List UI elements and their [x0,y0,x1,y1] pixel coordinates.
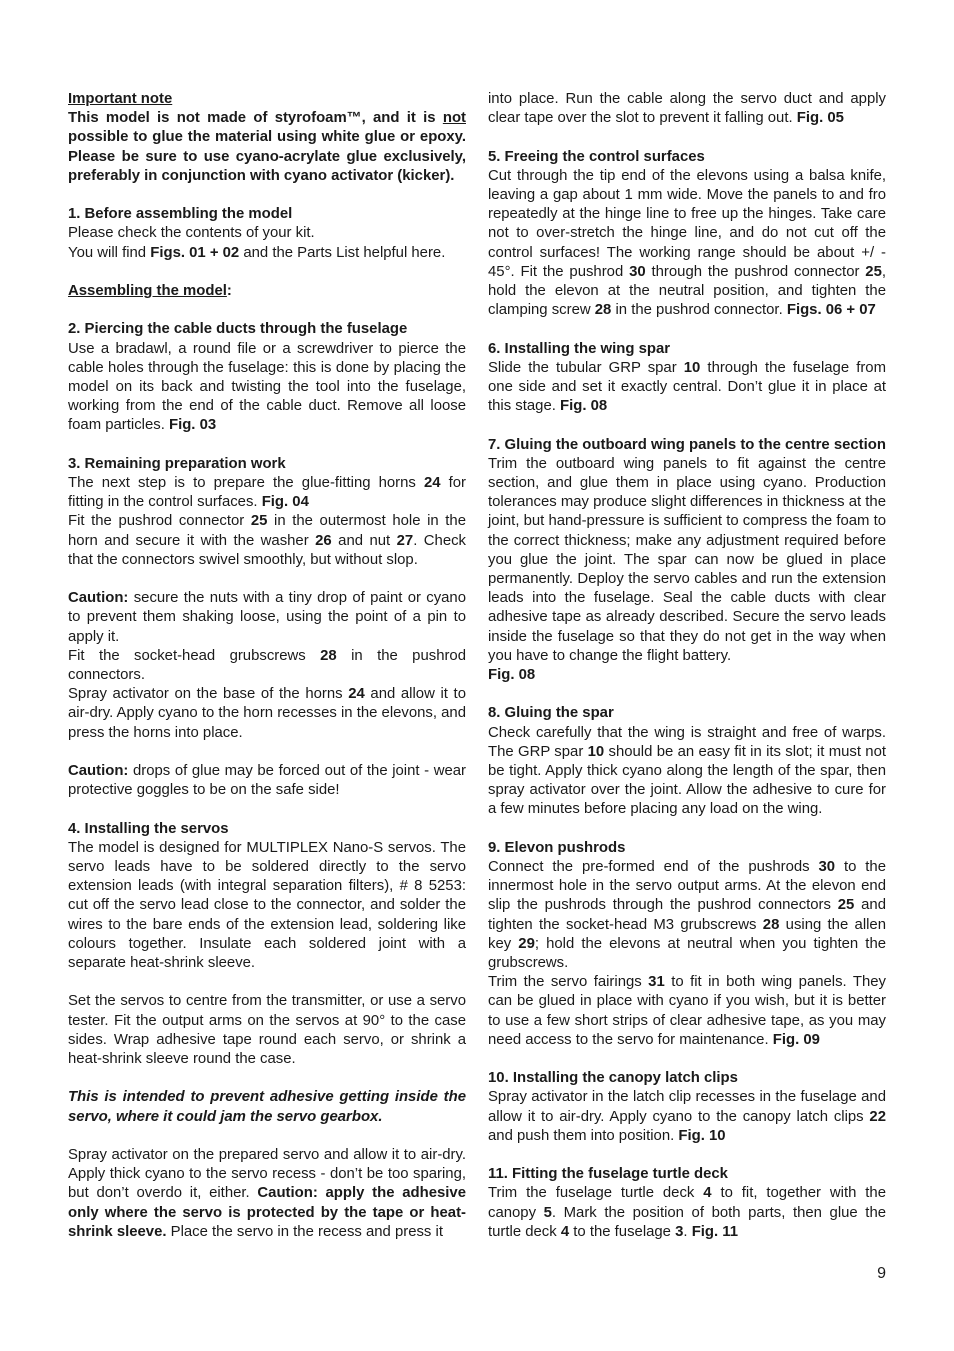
section-10-heading: 10. Installing the canopy latch clips [488,1070,738,1087]
important-note-body: This model is not made of styrofoam™, and it is not possible to glue the material using white glue or epoxy. Please be sure to use cyano-acrylate glue exclusively, preferably in conjunction with cyano activator (kicker). [68,110,466,184]
page-number: 9 [877,1265,886,1282]
caution-2: Caution: drops of glue may be forced out of the joint - wear protective goggles to be on the safe side! [68,763,466,799]
right-column [488,90,886,1242]
section-9-para-1: Connect the pre-formed end of the pushrods 30 to the innermost hole in the servo output arms. At the elevon end slip the pushrods through the pushrod connectors 25 and tighten the socket-head M3 grubscrews 28 using the allen key 29; hold the elevons at neutral when you tighten the grubscrews. [488,859,887,972]
grubscrew-note: Fit the socket-head grubscrews 28 in the pushrod connectors. [68,647,466,684]
section-4-italic-note: This is intended to prevent adhesive getting inside the servo, where it could jam the servo gearbox. [68,1089,466,1125]
assembling-heading: Assembling the model: [68,283,232,299]
section-9-heading: 9. Elevon pushrods [488,839,626,856]
spray-note: Spray activator on the base of the horns 24 and allow it to air-dry. Apply cyano to the horn recesses in the elevons, and press the horns into place. [68,686,466,741]
section-6-body: Slide the tubular GRP spar 10 through the fuselage from one side and set it exactly central. Don’t glue it in place at this stage. Fig. 08 [488,359,886,415]
section-4-para-2: Set the servos to centre from the transmitter, or use a servo tester. Fit the output arms on the servos at 90° to the case sides. Wrap adhesive tape round each servo, or shrink a heat-shrink sleeve round the case. [68,993,466,1068]
section-5-heading: 5. Freeing the control surfaces [488,148,705,165]
section-2-body: Use a bradawl, a round file or a screwdriver to pierce the cable holes through the fuselage: this is done by placing the model on its back and twisting the tool into the fuselage, working from the end of the cable duct. Remove all loose foam particles. Fig. 03 [68,340,466,434]
section-4-para-3: Spray activator on the prepared servo and allow it to air-dry. Apply thick cyano to the servo recess - don’t be too sparing, but don’t overdo it, either. Caution: apply the adhesive only where the servo is protected by the tape or heat-shrink sleeve. Place the servo in the recess and press it [68,1147,466,1240]
section-10-body: Spray activator in the latch clip recesses in the fuselage and allow it to air-dry. Apply cyano to the canopy latch clips 22 and push them into position. Fig. 10 [488,1089,886,1144]
section-7-fig: Fig. 08 [488,667,536,684]
section-3-heading: 3. Remaining preparation work [68,455,286,472]
section-5-body: Cut through the tip end of the elevons using a balsa knife, leaving a gap about 1 mm wide. Move the panels to and fro repeatedly at the hinge line to free up the hinges. Take care not to over-stretch the hinge line, and do not cut off the control surfaces! The working range should be about +/ - 45°. Fit the pushrod 30 through the pushrod connector 25, hold the elevon at the neutral position, and tighten the clamping screw 28 in the pushrod connector. Figs. 06 + 07 [488,167,886,319]
section-7-heading: 7. Gluing the outboard wing panels to the centre section [488,436,886,453]
left-column [68,90,466,1242]
section-9-para-2: Trim the servo fairings 31 to fit in both wing panels. They can be glued in place with cyano if you wish, but it is better to use a few short strips of clear adhesive tape, as you may need access to the servo for maintenance. Fig. 09 [488,974,886,1048]
section-8-body: Check carefully that the wing is straight and free of warps. The GRP spar 10 should be an easy fit in its slot; it must not be tight. Apply thick cyano along the length of the spar, then spray activator over the joint. Allow the adhesive to cure for a few minutes before placing any load on the wing. [488,724,886,818]
servo-continuation: into place. Run the cable along the servo duct and apply clear tape over the slot to prevent it falling out. Fig. 05 [488,91,886,127]
section-4-heading: 4. Installing the servos [68,820,229,837]
section-3-para-2: Fit the pushrod connector 25 in the outermost hole in the horn and secure it with the washer 26 and nut 27. Check that the connectors swivel smoothly, but without slop. [68,513,466,568]
section-1-line-1: Please check the contents of your kit. [68,225,315,242]
section-1-line-2: You will find Figs. 01 + 02 and the Parts List helpful here. [68,244,446,261]
caution-1: Caution: secure the nuts with a tiny drop of paint or cyano to prevent them shaking loose, using the point of a pin to apply it. [68,590,466,645]
important-note-heading: Important note [68,91,173,107]
section-7-body: Trim the outboard wing panels to fit against the centre section, and glue them in place using cyano. Production tolerances may produce slight differences in thickness at the joint, but hand-pressure is sufficient to compress the foam to the correct thickness; make any adjustment required before you glue the joint. The spar can now be glued in place permanently. Deploy the servo cables and run the extension leads into the fuselage. Seal the cable ducts with clear adhesive tape as already described. Secure the servo leads inside the fuselage so that they do not get in the way when you have to change the flight battery. [488,455,886,664]
section-11-body: Trim the fuselage turtle deck 4 to fit, together with the canopy 5. Mark the position of both parts, then glue the turtle deck 4 to the fuselage 3. Fig. 11 [488,1185,887,1240]
section-8-heading: 8. Gluing the spar [488,705,614,722]
section-3-para-1: The next step is to prepare the glue-fitting horns 24 for fitting in the control surfaces. Fig. 04 [68,475,466,511]
section-11-heading: 11. Fitting the fuselage turtle deck [488,1166,728,1183]
section-2-heading: 2. Piercing the cable ducts through the fuselage [68,321,408,338]
section-6-heading: 6. Installing the wing spar [488,340,671,357]
section-4-para-1: The model is designed for MULTIPLEX Nano-S servos. The servo leads have to be soldered directly to the servo extension leads (with integral separation filters), # 8 5253: cut off the servo lead close to the connector, and solder the wires to the bare ends of the extension lead, soldering like colours together. Insulate each soldered joint with a separate heat-shrink sleeve. [68,839,466,972]
section-1-heading: 1. Before assembling the model [68,206,293,223]
